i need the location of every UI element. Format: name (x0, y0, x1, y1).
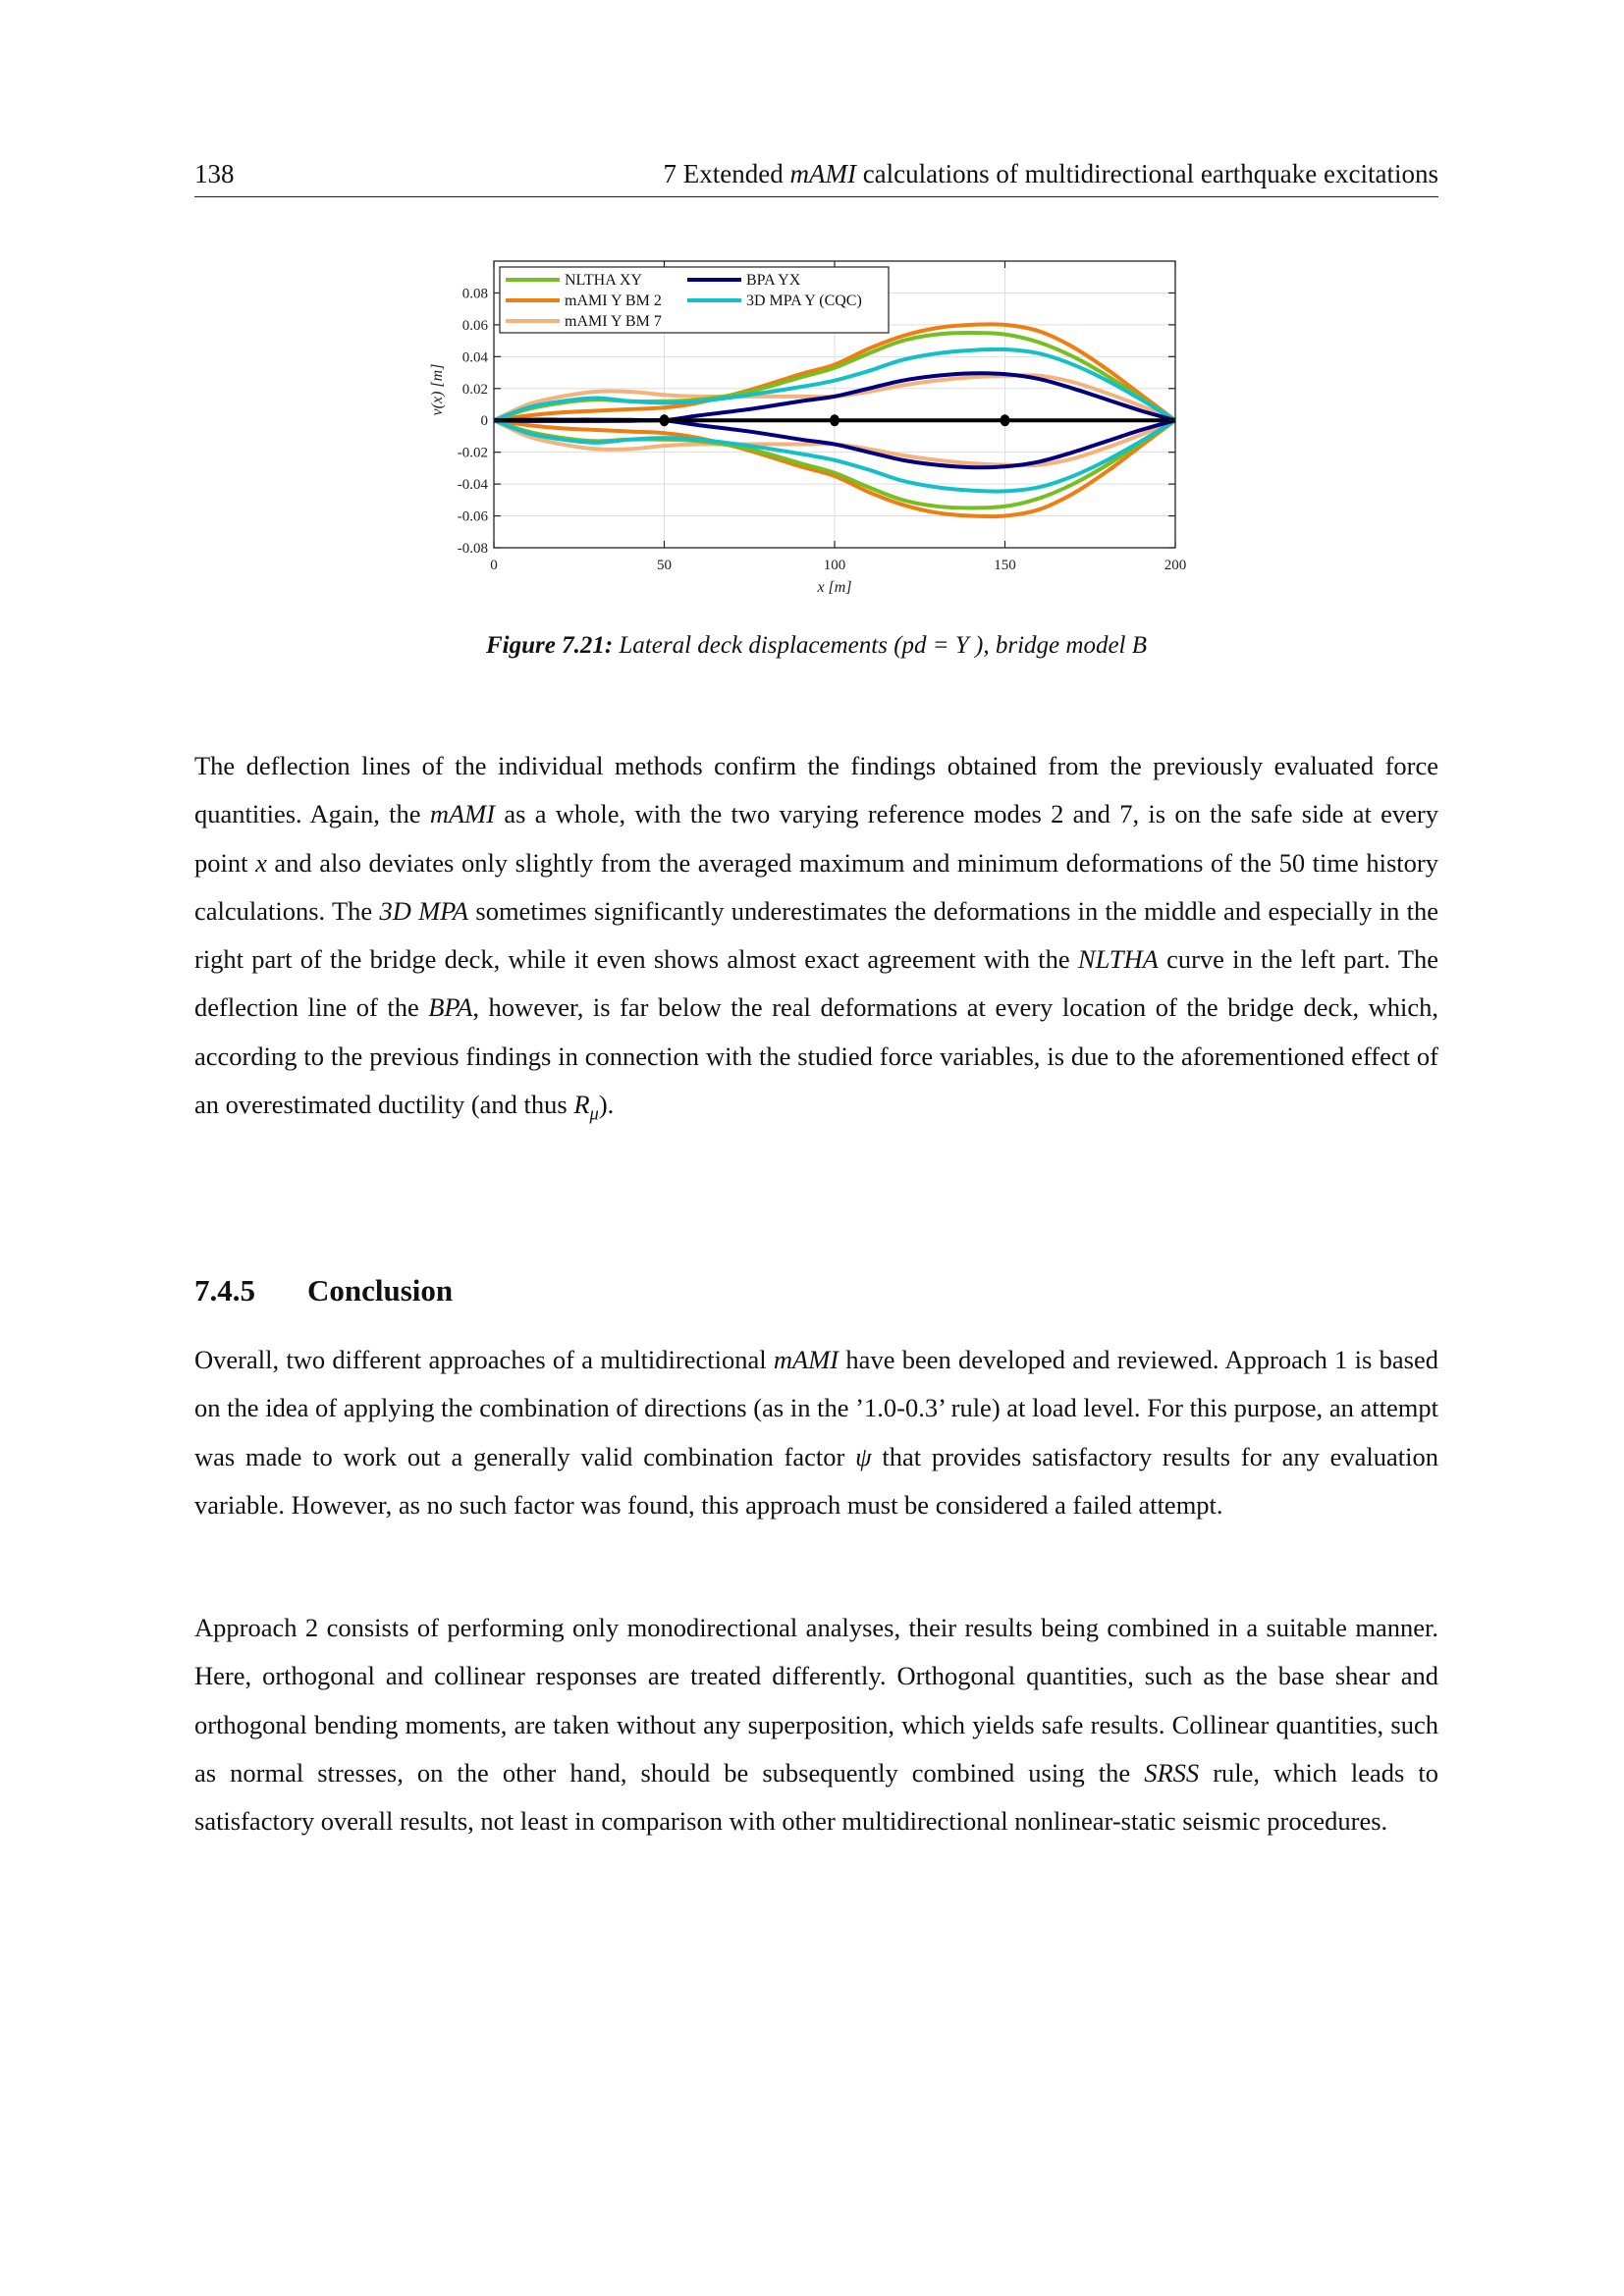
text-run: have been developed and reviewed. Approach 1 is based on the idea of applying the combination of directions (as in the ’1.0-0.3’ rule) at load level. For this purpose, an attempt was made to work out a generally valid combination factor (194, 1345, 1438, 1471)
text-run: , however, is far below the real deformations at every location of the bridge deck, which, according to the previous findings in connection with the studied force variables, is due to the aforementioned effect of an overestimated ductility (and thus (194, 992, 1439, 1120)
caption-text: Lateral deck displacements (pd = Y ), bridge model B (613, 632, 1148, 659)
caption-label: Figure 7.21: (485, 632, 614, 659)
text-run: that provides satisfactory results for any evaluation variable. However, as no such factor was found, this approach must be considered a failed attempt. (194, 1441, 1438, 1520)
y-tick-label: 0.04 (461, 349, 488, 366)
legend-label: mAMI Y BM 2 (565, 293, 662, 309)
paragraph-approach-2 (194, 1604, 1438, 1845)
y-tick-label: 0.02 (461, 381, 488, 398)
text-run: sometimes significantly underestimates the deformations in the middle and especially in the right part of the bridge deck, while it even shows almost exact agreement with the (194, 895, 1439, 975)
subscript: μ (589, 1103, 599, 1125)
emphasis: R (573, 1090, 590, 1120)
emphasis: ψ (855, 1441, 872, 1471)
running-head (664, 159, 1439, 189)
x-axis-label: x [m] (817, 579, 852, 596)
legend (500, 267, 889, 333)
x-tick-label: 0 (490, 558, 498, 573)
section-number: 7.4.5 (194, 1273, 255, 1308)
emphasis: 3D MPA (379, 895, 469, 926)
paragraph-1 (194, 742, 1438, 1139)
emphasis: BPA (428, 992, 473, 1023)
emphasis: x (255, 847, 267, 878)
support-point (660, 414, 670, 426)
deck-displacement-chart (412, 245, 1218, 609)
figure-caption (194, 632, 1438, 660)
legend-label: BPA YX (746, 272, 801, 289)
paragraph-3 (194, 1604, 1438, 1845)
text-run: Approach 2 consists of performing only monodirectional analyses, their results being combined in a suitable manner. Here, orthogonal and collinear responses are treated differently. Orthogonal quantities, such as the base shear and orthogonal bending moments, are taken without any superposition, which yields safe results. Collinear quantities, such as normal stresses, on the other hand, should be subsequently combined using the (194, 1613, 1438, 1788)
text-run: rule, which leads to satisfactory overall results, not least in comparison with other multidirectional nonlinear-static seismic procedures. (194, 1757, 1438, 1837)
y-axis-label: v(x) [m] (429, 363, 446, 416)
page-header (194, 157, 1438, 196)
header-rule (194, 196, 1438, 197)
y-tick-label: -0.06 (457, 508, 488, 525)
running-head-post: calculations of multidirectional earthquake excitations (855, 159, 1438, 188)
emphasis: mAMI (429, 799, 496, 829)
text-run: and also deviates only slightly from the averaged maximum and minimum deformations of the 50 time history calculations. The (194, 847, 1438, 926)
support-point (1001, 414, 1010, 426)
running-head-pre: 7 Extended (663, 159, 790, 188)
text-run: ). (598, 1090, 615, 1120)
y-tick-label: 0 (480, 413, 488, 430)
emphasis: SRSS (1144, 1757, 1200, 1788)
x-tick-label: 150 (994, 558, 1016, 573)
legend-label: 3D MPA Y (CQC) (746, 293, 862, 309)
emphasis: NLTHA (1077, 944, 1159, 975)
running-head-em: mAMI (789, 159, 856, 188)
paragraph-approach-1 (194, 1336, 1438, 1529)
y-tick-label: 0.06 (461, 317, 488, 334)
text-run: as a whole, with the two varying reference modes 2 and 7, is on the safe side at every point (194, 799, 1439, 878)
page-number: 138 (194, 159, 235, 188)
text-run: The deflection lines of the individual methods confirm the findings obtained from the previously evaluated force quantities. Again, the (194, 751, 1438, 829)
support-point (830, 414, 839, 426)
legend-label: NLTHA XY (565, 272, 642, 289)
section-heading (194, 1273, 453, 1308)
x-tick-label: 200 (1164, 558, 1187, 573)
y-tick-label: -0.04 (457, 477, 488, 494)
paragraph-deflection (194, 742, 1438, 1139)
section-title: Conclusion (307, 1273, 454, 1308)
x-tick-label: 100 (823, 558, 846, 573)
text-run: Overall, two different approaches of a multidirectional (194, 1345, 774, 1374)
y-tick-label: -0.08 (457, 541, 488, 557)
emphasis: mAMI (773, 1345, 839, 1374)
paragraph-2 (194, 1336, 1438, 1529)
text-run: curve in the left part. The deflection line of the (194, 944, 1438, 1023)
legend-label: mAMI Y BM 7 (565, 313, 662, 330)
y-tick-label: -0.02 (457, 445, 488, 461)
x-tick-label: 50 (657, 558, 672, 573)
y-tick-label: 0.08 (461, 286, 488, 302)
